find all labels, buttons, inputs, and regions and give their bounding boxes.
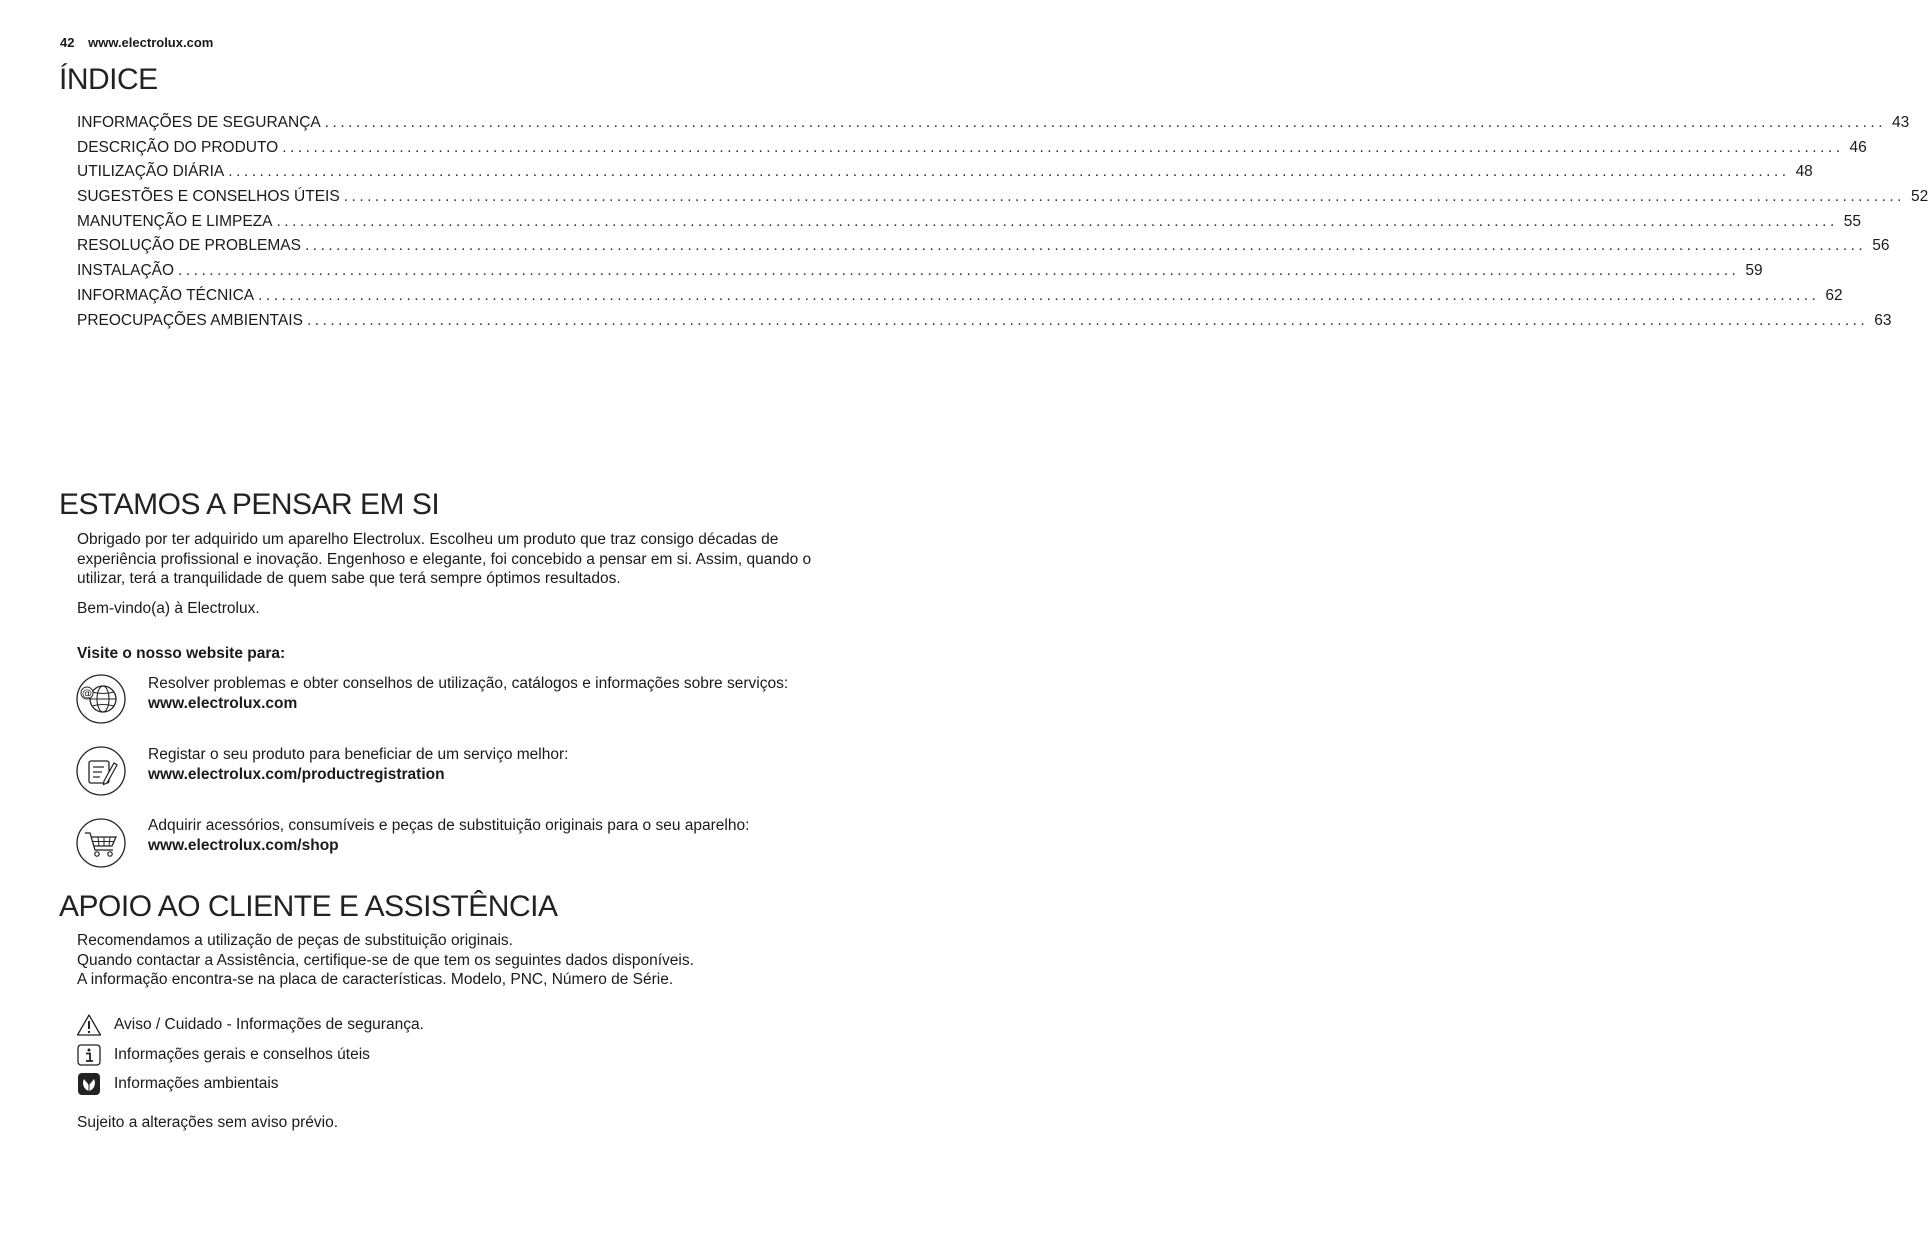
toc-entry[interactable] xyxy=(77,262,1763,287)
support-line: Recomendamos a utilização de peças de substituição originais. xyxy=(77,932,513,949)
toc-leader-dots: ........................................................................................................................................................................................................ xyxy=(228,163,1790,181)
svg-text:@: @ xyxy=(82,688,92,700)
toc-leader-dots: ........................................................................................................................................................................................................ xyxy=(258,286,1820,304)
service-link[interactable]: www.electrolux.com xyxy=(148,694,298,712)
toc-leader-dots: ........................................................................................................................................................................................................ xyxy=(324,114,1887,131)
toc-entry[interactable] xyxy=(77,188,1928,213)
toc-entry-title: UTILIZAÇÃO DIÁRIA xyxy=(77,163,225,181)
support-line: A informação encontra-se na placa de características. Modelo, PNC, Número de Série. xyxy=(77,971,674,988)
warning-icon xyxy=(76,1013,102,1037)
toc-entry-page: 48 xyxy=(1795,163,1813,181)
index-title: ÍNDICE xyxy=(59,63,158,96)
toc-entry[interactable] xyxy=(77,212,1862,238)
toc-entry-title: INFORMAÇÃO TÉCNICA xyxy=(77,286,255,304)
toc-leader-dots: ........................................................................................................................................................................................................ xyxy=(306,311,1869,329)
legend-label: Aviso / Cuidado - Informações de segurança. xyxy=(114,1016,424,1033)
registration-icon xyxy=(76,746,126,796)
toc-entry-page: 59 xyxy=(1745,262,1763,280)
toc-entry-page: 62 xyxy=(1825,286,1843,304)
shopping-cart-icon xyxy=(76,818,126,868)
toc-leader-dots: ........................................................................................................................................................................................................ xyxy=(304,237,1867,255)
toc-entry-title: PREOCUPAÇÕES AMBIENTAIS xyxy=(77,311,303,329)
legend-item xyxy=(76,1043,370,1067)
support-paragraph xyxy=(77,931,827,990)
toc-entry-page: 55 xyxy=(1843,212,1862,230)
toc-entry[interactable] xyxy=(77,311,1892,337)
toc-entry-page: 52 xyxy=(1910,188,1928,206)
toc-leader-dots: ........................................................................................................................................................................................................ xyxy=(276,212,1838,230)
toc-entry-page: 63 xyxy=(1874,311,1892,329)
thinking-title: ESTAMOS A PENSAR EM SI xyxy=(59,488,440,521)
toc-leader-dots: ........................................................................................................................................................................................................ xyxy=(282,138,1844,156)
service-description: Registar o seu produto para beneficiar de um serviço melhor: xyxy=(148,746,569,763)
service-item xyxy=(148,745,808,784)
header-website[interactable]: www.electrolux.com xyxy=(88,35,214,50)
toc-entry-title: MANUTENÇÃO E LIMPEZA xyxy=(77,212,273,230)
toc-leader-dots: ........................................................................................................................................................................................................ xyxy=(178,262,1740,280)
footer-note: Sujeito a alterações sem aviso prévio. xyxy=(77,1114,339,1131)
toc-entry-page: 56 xyxy=(1872,237,1890,255)
environment-icon xyxy=(76,1072,102,1096)
service-link[interactable]: www.electrolux.com/productregistration xyxy=(148,765,445,783)
toc-entry-title: SUGESTÕES E CONSELHOS ÚTEIS xyxy=(77,188,340,206)
toc-entry[interactable] xyxy=(77,237,1890,262)
toc-leader-dots: ........................................................................................................................................................................................................ xyxy=(343,188,1905,206)
service-link[interactable]: www.electrolux.com/shop xyxy=(148,836,339,854)
legend-item xyxy=(76,1072,279,1096)
toc-entry[interactable] xyxy=(77,163,1813,188)
page-number: 42 xyxy=(60,35,75,50)
service-item xyxy=(148,674,808,713)
page-header xyxy=(60,35,213,50)
toc-entry-title: RESOLUÇÃO DE PROBLEMAS xyxy=(77,237,301,255)
toc-entry-title: INSTALAÇÃO xyxy=(77,262,175,280)
globe-at-icon xyxy=(76,674,126,724)
toc-entry-page: 43 xyxy=(1892,114,1910,131)
toc-entry-title: DESCRIÇÃO DO PRODUTO xyxy=(77,138,279,156)
toc-entry[interactable] xyxy=(77,138,1867,164)
service-description: Adquirir acessórios, consumíveis e peças de substituição originais para o seu aparelho: xyxy=(148,817,750,834)
toc-entry-title: INFORMAÇÕES DE SEGURANÇA xyxy=(77,114,321,131)
info-icon xyxy=(76,1043,102,1067)
legend-label: Informações ambientais xyxy=(114,1075,279,1092)
toc-entry[interactable] xyxy=(77,114,1910,139)
legend-label: Informações gerais e conselhos úteis xyxy=(114,1046,370,1063)
intro-paragraph: Obrigado por ter adquirido um aparelho Electrolux. Escolheu um produto que traz consigo décadas de experiência profissional e inovação. Engenhoso e elegante, foi concebido a pensar em si. Assim, quando o utilizar, terá a tranquilidade de quem sabe que terá sempre óptimos resultados. xyxy=(77,531,812,587)
toc-entry-page: 46 xyxy=(1849,138,1867,156)
service-item xyxy=(148,816,808,855)
legend-item xyxy=(76,1013,424,1037)
welcome-text: Bem-vindo(a) à Electrolux. xyxy=(77,600,260,617)
table-of-contents xyxy=(77,114,1928,336)
toc-entry[interactable] xyxy=(77,286,1843,312)
support-line: Quando contactar a Assistência, certifique-se de que tem os seguintes dados disponíveis. xyxy=(77,951,694,969)
support-title: APOIO AO CLIENTE E ASSISTÊNCIA xyxy=(59,890,558,923)
visit-label: Visite o nosso website para: xyxy=(77,645,286,662)
service-description: Resolver problemas e obter conselhos de utilização, catálogos e informações sobre serviços: xyxy=(148,675,789,692)
